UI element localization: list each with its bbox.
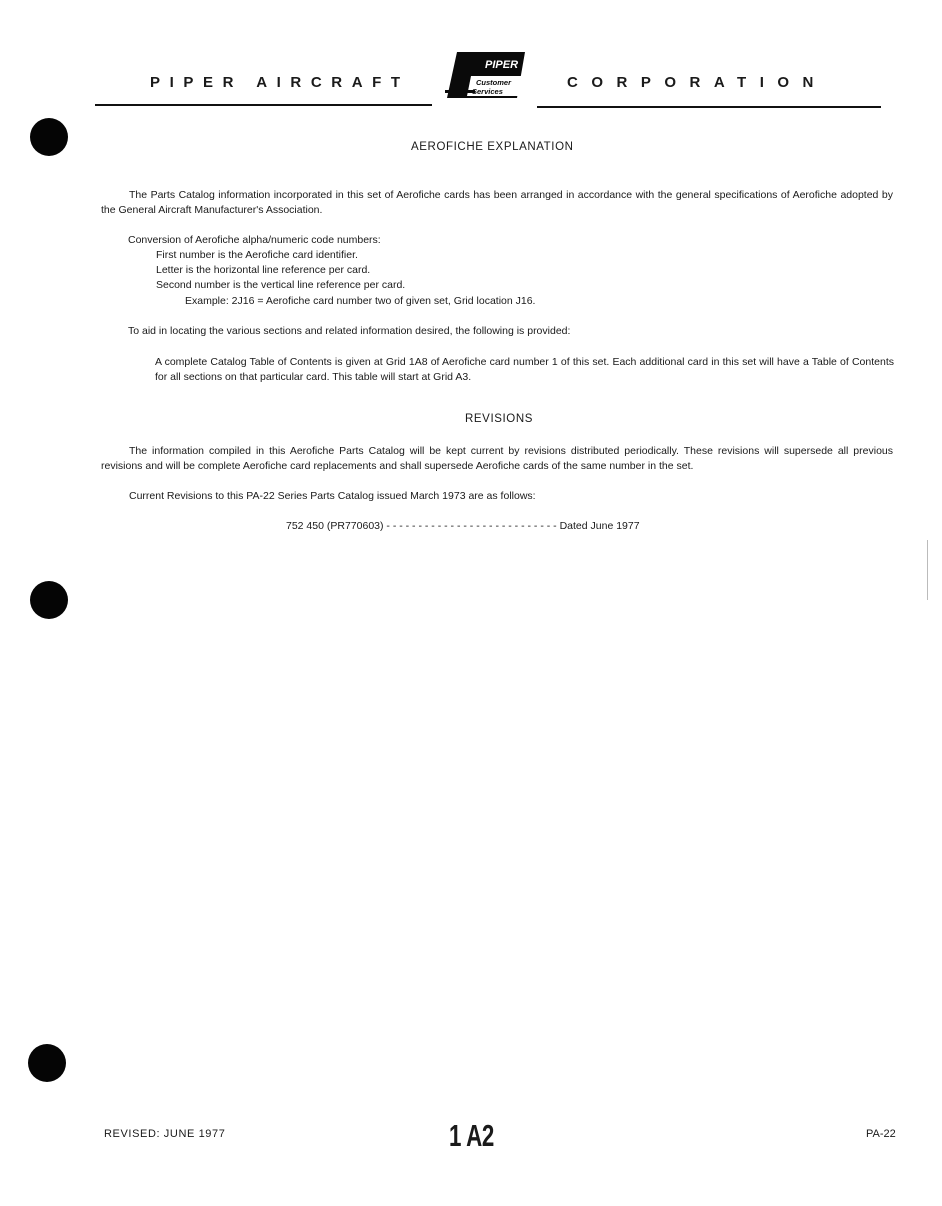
current-revisions-text: Current Revisions to this PA-22 Series Parts Catalog issued March 1973 are as follows: [129,490,536,502]
conversion-title: Conversion of Aerofiche alpha/numeric code numbers: [128,234,381,246]
toc-paragraph [155,355,894,385]
logo-text-piper: PIPER [485,59,519,71]
conversion-item: Second number is the vertical line reference per card. [156,279,406,291]
piper-logo [443,50,533,100]
intro-text: The Parts Catalog information incorporated in this set of Aerofiche cards has been arranged in accordance with the general specifications of Aerofiche adopted by the General Aircraft Manufacturer's Association. [101,189,893,216]
logo-text-services: Services [472,87,503,96]
revisions-text: The information compiled in this Aerofiche Parts Catalog will be kept current by revisions distributed periodically. These revisions will supersede all previous revisions and will be complete Aerofiche card replacements and shall supersede Aerofiche cards of the same number in the set. [101,445,893,472]
punch-hole-bottom [28,1044,66,1082]
header-company-right: CORPORATION [567,74,827,91]
aid-text: To aid in locating the various sections and related information desired, the following is provided: [128,325,571,337]
section-title-revisions: REVISIONS [465,413,534,425]
header-rule-left [95,104,432,106]
logo-text-customer: Customer [476,78,512,87]
revisions-paragraph [101,444,893,474]
margin-scan-line [927,540,928,600]
revision-entry: 752 450 (PR770603) - - - - - - - - - - - - - - - - - - - - - - - - - - - Dated June 1977 [286,520,640,532]
footer-grid-location: 1 A2 [449,1118,494,1153]
conversion-item: First number is the Aerofiche card identifier. [156,249,358,261]
header-rule-right [537,106,881,108]
conversion-item: Letter is the horizontal line reference per card. [156,264,371,276]
punch-hole-middle [30,581,68,619]
piper-logo-graphic [443,50,533,100]
section-title-aerofiche-explanation: AEROFICHE EXPLANATION [411,141,574,153]
punch-hole-top [30,118,68,156]
toc-text: A complete Catalog Table of Contents is given at Grid 1A8 of Aerofiche card number 1 of this set. Each additional card in this set will have a Table of Contents for all sections on that particular card. This table will start at Grid A3. [155,356,894,383]
intro-paragraph [101,188,893,218]
footer-revised-date: REVISED: JUNE 1977 [104,1128,226,1140]
footer-model: PA-22 [866,1128,896,1140]
header-company-left: PIPER AIRCRAFT [150,74,410,91]
conversion-example: Example: 2J16 = Aerofiche card number two of given set, Grid location J16. [185,295,536,307]
